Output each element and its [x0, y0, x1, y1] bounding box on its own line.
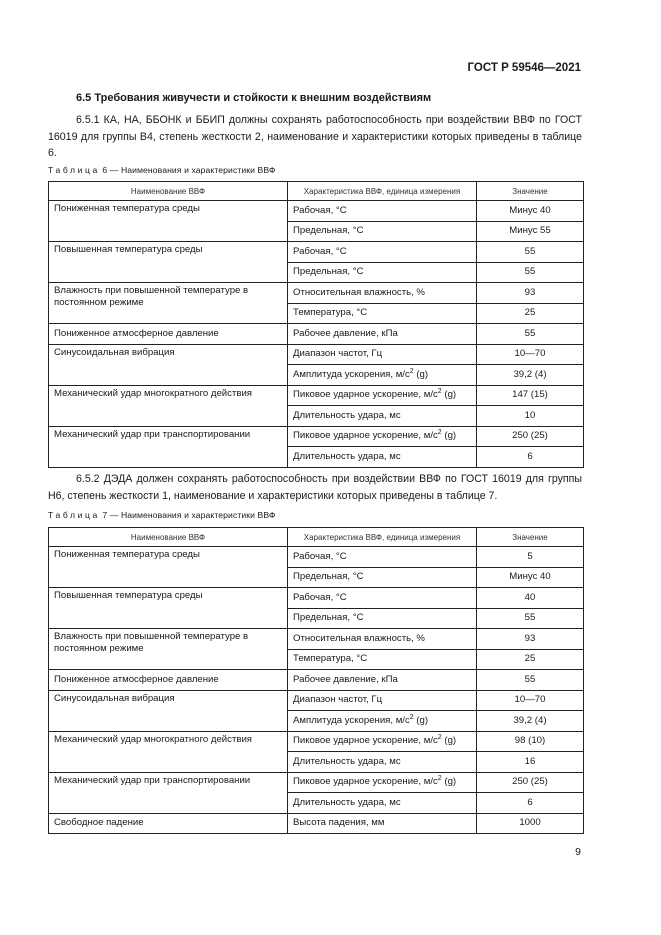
table-row [49, 670, 584, 691]
characteristic-cell: Диапазон частот, Гц [288, 344, 477, 365]
table-7-caption [48, 510, 276, 520]
parameter-name: Влажность при повышенной температуре в постоянном режиме [49, 283, 288, 324]
caption-word: Таблица [48, 165, 100, 175]
caption-text: 7 — Наименования и характеристики ВВФ [99, 510, 276, 520]
paragraph-6-5-1: 6.5.1 КА, НА, ББОНК и ББИП должны сохранять работоспособность при воздействии ВВФ по ГОСТ 16019 для группы В4, степень жесткости 2, наименование и характеристики которых приведены в таблице 6. [48, 114, 582, 159]
value-cell: 6 [477, 447, 584, 468]
table-6 [48, 181, 584, 468]
parameter-name: Механический удар при транспортировании [49, 772, 288, 813]
value-cell: 10—70 [477, 344, 584, 365]
table-row [49, 547, 584, 568]
table-row [49, 385, 584, 406]
characteristic-cell: Температура, °С [288, 649, 477, 670]
table-header-row [49, 182, 584, 201]
value-cell: 6 [477, 793, 584, 814]
characteristic-cell: Высота падения, мм [288, 813, 477, 834]
parameter-name: Пониженное атмосферное давление [49, 324, 288, 345]
table-7 [48, 527, 584, 834]
table-row [49, 344, 584, 365]
value-cell: 39,2 (4) [477, 711, 584, 732]
value-cell: 93 [477, 629, 584, 650]
characteristic-cell: Рабочее давление, кПа [288, 670, 477, 691]
value-cell: 147 (15) [477, 385, 584, 406]
caption-word: Таблица [48, 510, 100, 520]
parameter-name: Пониженная температура среды [49, 547, 288, 588]
value-cell: Минус 40 [477, 201, 584, 222]
header-name: Наименование ВВФ [49, 528, 288, 547]
characteristic-cell: Относительная влажность, % [288, 629, 477, 650]
value-cell: 250 (25) [477, 772, 584, 793]
value-cell: 1000 [477, 813, 584, 834]
characteristic-cell: Предельная, °С [288, 567, 477, 588]
parameter-name: Механический удар при транспортировании [49, 426, 288, 467]
parameter-name: Пониженная температура среды [49, 201, 288, 242]
characteristic-cell: Длительность удара, мс [288, 447, 477, 468]
value-cell: 55 [477, 608, 584, 629]
value-cell: Минус 40 [477, 567, 584, 588]
table-row [49, 588, 584, 609]
table-row [49, 283, 584, 304]
value-cell: 55 [477, 324, 584, 345]
characteristic-cell: Длительность удара, мс [288, 406, 477, 427]
parameter-name: Синусоидальная вибрация [49, 690, 288, 731]
header-name: Наименование ВВФ [49, 182, 288, 201]
value-cell: 25 [477, 649, 584, 670]
value-cell: 250 (25) [477, 426, 584, 447]
header-value: Значение [477, 528, 584, 547]
table-row [49, 426, 584, 447]
characteristic-cell: Длительность удара, мс [288, 793, 477, 814]
characteristic-cell: Предельная, °С [288, 221, 477, 242]
value-cell: 10 [477, 406, 584, 427]
value-cell: Минус 55 [477, 221, 584, 242]
document-number: ГОСТ Р 59546—2021 [467, 62, 581, 74]
table-row [49, 772, 584, 793]
characteristic-cell: Относительная влажность, % [288, 283, 477, 304]
value-cell: 16 [477, 752, 584, 773]
table-6-caption [48, 165, 276, 175]
characteristic-cell: Рабочая, °С [288, 547, 477, 568]
characteristic-cell: Рабочее давление, кПа [288, 324, 477, 345]
characteristic-cell: Пиковое ударное ускорение, $м/с^2$ (g) [288, 385, 477, 406]
table-row [49, 201, 584, 222]
table-row [49, 731, 584, 752]
characteristic-cell: Диапазон частот, Гц [288, 690, 477, 711]
value-cell: 55 [477, 242, 584, 263]
parameter-name: Пониженное атмосферное давление [49, 670, 288, 691]
characteristic-cell: Пиковое ударное ускорение, $м/с^2$ (g) [288, 731, 477, 752]
table-row [49, 629, 584, 650]
table-row [49, 242, 584, 263]
characteristic-cell: Рабочая, °С [288, 588, 477, 609]
value-cell: 98 (10) [477, 731, 584, 752]
caption-text: 6 — Наименования и характеристики ВВФ [99, 165, 276, 175]
value-cell: 25 [477, 303, 584, 324]
characteristic-cell: Температура, °С [288, 303, 477, 324]
parameter-name: Свободное падение [49, 813, 288, 834]
table-row [49, 690, 584, 711]
header-characteristic: Характеристика ВВФ, единица измерения [288, 528, 477, 547]
parameter-name: Синусоидальная вибрация [49, 344, 288, 385]
header-characteristic: Характеристика ВВФ, единица измерения [288, 182, 477, 201]
characteristic-cell: Предельная, °С [288, 608, 477, 629]
characteristic-cell: Пиковое ударное ускорение, $м/с^2$ (g) [288, 426, 477, 447]
value-cell: 39,2 (4) [477, 365, 584, 386]
page-number: 9 [575, 846, 581, 858]
characteristic-cell: Рабочая, °С [288, 201, 477, 222]
header-value: Значение [477, 182, 584, 201]
value-cell: 55 [477, 262, 584, 283]
value-cell: 40 [477, 588, 584, 609]
characteristic-cell: Предельная, °С [288, 262, 477, 283]
table-row [49, 324, 584, 345]
characteristic-cell: Пиковое ударное ускорение, $м/с^2$ (g) [288, 772, 477, 793]
table-header-row [49, 528, 584, 547]
parameter-name: Механический удар многократного действия [49, 385, 288, 426]
characteristic-cell: Амплитуда ускорения, $м/с^2$ (g) [288, 365, 477, 386]
value-cell: 10—70 [477, 690, 584, 711]
paragraph-6-5-2: 6.5.2 ДЭДА должен сохранять работоспособность при воздействии ВВФ по ГОСТ 16019 для группы Н6, степень жесткости 1, наименование и характеристики которых приведены в таблице 7. [48, 473, 582, 502]
characteristic-cell: Длительность удара, мс [288, 752, 477, 773]
value-cell: 5 [477, 547, 584, 568]
characteristic-cell: Амплитуда ускорения, $м/с^2$ (g) [288, 711, 477, 732]
value-cell: 93 [477, 283, 584, 304]
value-cell: 55 [477, 670, 584, 691]
characteristic-cell: Рабочая, °С [288, 242, 477, 263]
parameter-name: Влажность при повышенной температуре в постоянном режиме [49, 629, 288, 670]
parameter-name: Повышенная температура среды [49, 242, 288, 283]
parameter-name: Механический удар многократного действия [49, 731, 288, 772]
parameter-name: Повышенная температура среды [49, 588, 288, 629]
table-row [49, 813, 584, 834]
section-title: 6.5 Требования живучести и стойкости к внешним воздействиям [76, 92, 432, 104]
